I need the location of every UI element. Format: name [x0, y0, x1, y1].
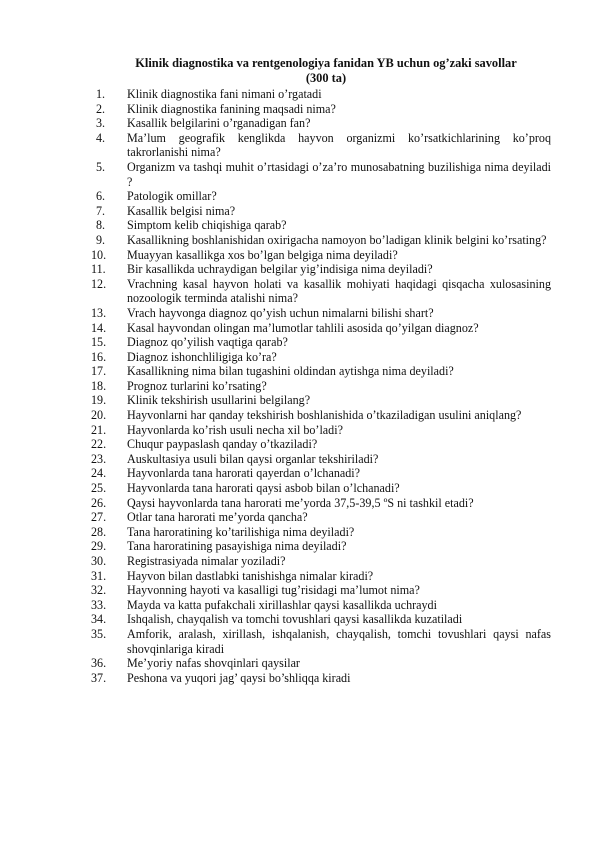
question-text: Klinik diagnostika fanining maqsadi nima? [127, 101, 336, 116]
question-item [0, 277, 551, 306]
question-number: 31. [91, 568, 107, 583]
question-number: 9. [96, 232, 106, 247]
question-number: 5. [96, 159, 106, 174]
question-item [0, 131, 551, 160]
question-item [0, 423, 551, 438]
question-item [0, 262, 551, 277]
question-text: Prognoz turlarini ko’rsating? [127, 378, 267, 393]
question-text: Organizm va tashqi muhit o’rtasidagi o’za’ro munosabatning buzilishiga nima deyiladi ? [127, 159, 551, 189]
question-item [0, 481, 551, 496]
question-text: Bir kasallikda uchraydigan belgilar yig’indisiga nima deyiladi? [127, 262, 433, 277]
question-number: 6. [96, 189, 106, 204]
question-number: 4. [96, 130, 106, 145]
question-number: 18. [91, 378, 107, 393]
question-number: 10. [91, 247, 107, 262]
question-text: Kasallikning boshlanishidan oxirigacha namoyon bo’ladigan klinik belgini ko’rsating? [127, 232, 547, 247]
question-text: Simptom kelib chiqishiga qarab? [127, 218, 287, 233]
question-item [0, 87, 551, 102]
question-item [0, 510, 551, 525]
question-item [0, 102, 551, 117]
question-number: 36. [91, 656, 107, 671]
question-item [0, 189, 551, 204]
question-text: Peshona va yuqori jag’ qaysi bo’shliqqa kiradi [127, 670, 351, 685]
question-text: Ishqalish, chayqalish va tomchi tovushlari qaysi kasallikda kuzatiladi [127, 612, 463, 627]
question-item [0, 116, 551, 131]
question-number: 25. [91, 481, 107, 496]
question-text: Hayvonning hayoti va kasalligi tug’risidagi ma’lumot nima? [127, 583, 420, 598]
question-text: Muayyan kasallikga xos bo’lgan belgiga nima deyiladi? [127, 247, 398, 262]
question-number: 20. [91, 408, 107, 423]
question-item [0, 335, 551, 350]
question-number: 19. [91, 393, 107, 408]
question-item [0, 306, 551, 321]
question-text: Kasallik belgisi nima? [127, 203, 236, 218]
question-number: 21. [91, 422, 107, 437]
question-text: Chuqur paypaslash qanday o’tkaziladi? [127, 437, 318, 452]
question-item [0, 379, 551, 394]
question-text: Vrachning kasal hayvon holati va kasallik mohiyati haqidagi qisqacha xulosasining nozoologik terminda atalishi nima? [127, 276, 551, 306]
question-item [0, 321, 551, 336]
question-number: 16. [91, 349, 107, 364]
question-text: Hayvonlarda tana harorati qaysi asbob bilan o’lchanadi? [127, 481, 400, 496]
question-text: Qaysi hayvonlarda tana harorati me’yorda 37,5-39,5 ºS ni tashkil etadi? [127, 495, 474, 510]
question-number: 23. [91, 451, 107, 466]
question-text: Me’yoriy nafas shovqinlari qaysilar [127, 656, 300, 671]
question-number: 3. [96, 116, 106, 131]
question-list [0, 87, 596, 685]
question-text: Kasallik belgilarini o’rganadigan fan? [127, 116, 311, 131]
question-number: 14. [91, 320, 107, 335]
question-number: 29. [91, 539, 107, 554]
question-item [0, 554, 551, 569]
question-number: 15. [91, 335, 107, 350]
question-item [0, 233, 551, 248]
question-item [0, 452, 551, 467]
question-item [0, 160, 551, 189]
question-text: Hayvon bilan dastlabki tanishishga nimalar kiradi? [127, 568, 374, 583]
question-number: 12. [91, 276, 107, 291]
question-item [0, 466, 551, 481]
question-text: Amforik, aralash, xirillash, ishqalanish, chayqalish, tomchi tovushlari qaysi nafas shovqinlariga kiradi [127, 626, 551, 656]
question-item [0, 248, 551, 263]
question-number: 32. [91, 583, 107, 598]
question-item [0, 204, 551, 219]
title-line-1: Klinik diagnostika va rentgenologiya fanidan YB uchun og’zaki savollar [135, 56, 517, 70]
question-number: 35. [91, 626, 107, 641]
question-text: Klinik diagnostika fani nimani o’rgatadi [127, 87, 322, 101]
question-number: 7. [96, 203, 106, 218]
question-text: Hayvonlarda ko’rish usuli necha xil bo’ladi? [127, 422, 343, 437]
question-number: 13. [91, 305, 107, 320]
question-text: Hayvonlarda tana harorati qayerdan o’lchanadi? [127, 466, 361, 481]
question-item [0, 350, 551, 365]
question-item [0, 569, 551, 584]
question-text: Mayda va katta pufakchali xirillashlar qaysi kasallikda uchraydi [127, 597, 437, 612]
question-number: 11. [91, 262, 106, 277]
question-item [0, 583, 551, 598]
question-text: Tana haroratining ko’tarilishiga nima deyiladi? [127, 524, 355, 539]
question-number: 26. [91, 495, 107, 510]
question-item [0, 612, 551, 627]
document-title [96, 56, 556, 86]
question-number: 28. [91, 524, 107, 539]
question-number: 8. [96, 218, 106, 233]
question-text: Registrasiyada nimalar yoziladi? [127, 554, 286, 568]
question-item [0, 364, 551, 379]
question-number: 34. [91, 612, 107, 627]
question-number: 1. [96, 87, 106, 101]
question-item [0, 218, 551, 233]
question-item [0, 598, 551, 613]
question-number: 2. [96, 101, 106, 116]
question-text: Patologik omillar? [127, 189, 217, 204]
question-text: Tana haroratining pasayishiga nima deyiladi? [127, 539, 347, 554]
question-number: 27. [91, 510, 107, 525]
question-text: Auskultasiya usuli bilan qaysi organlar tekshiriladi? [127, 451, 379, 466]
question-item [0, 393, 551, 408]
question-text: Diagnoz ishonchliligiga ko’ra? [127, 349, 277, 364]
question-text: Kasallikning nima bilan tugashini oldindan aytishga nima deyiladi? [127, 364, 454, 379]
question-item [0, 408, 551, 423]
question-item [0, 437, 551, 452]
question-item [0, 656, 551, 671]
title-line-2: (300 ta) [305, 71, 347, 85]
question-number: 22. [91, 437, 107, 452]
question-text: Klinik tekshirish usullarini belgilang? [127, 393, 311, 408]
question-number: 33. [91, 597, 107, 612]
question-item [0, 525, 551, 540]
question-text: Vrach hayvonga diagnoz qo’yish uchun nimalarni bilishi shart? [127, 305, 434, 320]
question-number: 37. [91, 670, 107, 685]
question-text: Otlar tana harorati me’yorda qancha? [127, 510, 308, 525]
question-number: 30. [91, 554, 107, 568]
question-number: 17. [91, 364, 107, 379]
question-item [0, 539, 551, 554]
question-text: Ma’lum geografik kenglikda hayvon organizmi ko’rsatkichlarining ko’proq takrorlanishi nima? [127, 130, 551, 160]
question-text: Hayvonlarni har qanday tekshirish boshlanishida o’tkaziladigan usulini aniqlang? [127, 408, 522, 423]
question-text: Kasal hayvondan olingan ma’lumotlar tahlili asosida qo’yilgan diagnoz? [127, 320, 479, 335]
question-item [0, 671, 551, 686]
question-item [0, 496, 551, 511]
question-text: Diagnoz qo’yilish vaqtiga qarab? [127, 335, 288, 350]
question-item [0, 627, 551, 656]
question-number: 24. [91, 466, 107, 481]
